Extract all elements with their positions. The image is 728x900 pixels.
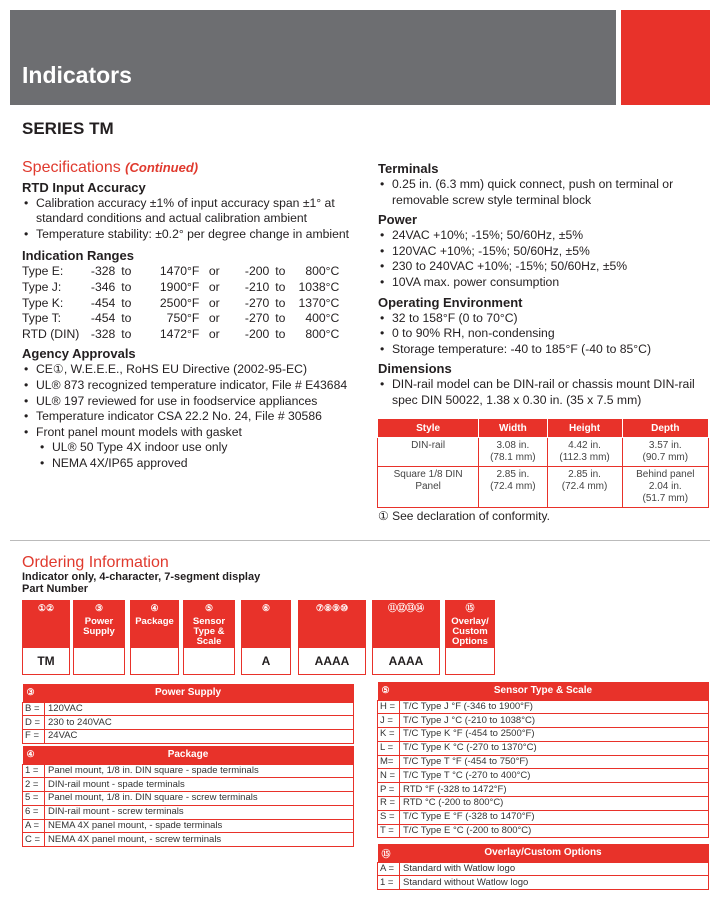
table-cell: -346 bbox=[90, 279, 116, 294]
option-description: Panel mount, 1/8 in. DIN square - spade terminals bbox=[45, 764, 354, 778]
table-cell: 400°C bbox=[305, 311, 340, 326]
table-header-cell: Style bbox=[378, 419, 479, 438]
part-number-position: ⑥ bbox=[261, 603, 271, 613]
part-number-position: ⑦⑧⑨⑩ bbox=[315, 603, 349, 613]
option-description: Standard without Watlow logo bbox=[400, 876, 709, 890]
env-list bbox=[378, 311, 708, 358]
table-row bbox=[378, 755, 709, 769]
option-description: 120VAC bbox=[45, 702, 354, 716]
list-item: • NEMA 4X/IP65 approved bbox=[22, 456, 352, 472]
part-number-box-value bbox=[184, 648, 234, 674]
part-number-box bbox=[445, 600, 495, 675]
table-header-cell bbox=[378, 682, 709, 700]
part-number-position: ③ bbox=[94, 603, 104, 613]
option-position: ③ bbox=[26, 687, 35, 697]
option-code: 1 = bbox=[378, 876, 400, 890]
table-cell: 2.85 in. (72.4 mm) bbox=[547, 467, 622, 508]
table-header-row bbox=[23, 684, 354, 702]
part-number-box bbox=[372, 600, 440, 675]
option-description: T/C Type J °C (-210 to 1038°C) bbox=[400, 714, 709, 728]
option-description: T/C Type T °F (-454 to 750°F) bbox=[400, 755, 709, 769]
option-code: M= bbox=[378, 755, 400, 769]
part-number-box-header bbox=[373, 601, 439, 648]
part-number-box-label: Sensor Type & Scale bbox=[192, 616, 226, 647]
option-code: D = bbox=[23, 716, 45, 730]
power-supply-table bbox=[22, 684, 354, 744]
part-number-position: ⑮ bbox=[465, 603, 475, 613]
part-number-position: ⑪⑫⑬⑭ bbox=[387, 603, 424, 613]
option-title: Power Supply bbox=[154, 687, 222, 699]
table-cell: to bbox=[275, 311, 286, 326]
part-number-box-label: Package bbox=[135, 616, 174, 627]
option-description: T/C Type E °F (-328 to 1470°F) bbox=[400, 810, 709, 824]
specs-right-column bbox=[378, 160, 708, 409]
option-description: Standard with Watlow logo bbox=[400, 862, 709, 876]
table-cell: to bbox=[121, 326, 132, 341]
table-cell: -328 bbox=[90, 326, 116, 341]
table-cell: to bbox=[275, 295, 286, 310]
option-code: N = bbox=[378, 769, 400, 783]
table-row bbox=[23, 778, 354, 792]
option-code: 6 = bbox=[23, 805, 45, 819]
table-header-cell: Height bbox=[547, 419, 622, 438]
package-table bbox=[22, 746, 354, 847]
table-cell: 750°F bbox=[166, 311, 200, 326]
dim-list bbox=[378, 377, 708, 408]
table-row bbox=[378, 467, 709, 508]
option-description: T/C Type E °C (-200 to 800°C) bbox=[400, 824, 709, 838]
table-row bbox=[22, 296, 339, 312]
option-code: K = bbox=[378, 728, 400, 742]
option-description: DIN-rail mount - screw terminals bbox=[45, 805, 354, 819]
table-cell: 1470°F bbox=[159, 264, 200, 279]
table-cell: 2500°F bbox=[159, 295, 200, 310]
power-title: Power bbox=[378, 212, 418, 228]
option-description: RTD °F (-328 to 1472°F) bbox=[400, 783, 709, 797]
table-cell: or bbox=[208, 326, 220, 341]
table-row bbox=[23, 730, 354, 744]
specs-heading bbox=[22, 160, 352, 176]
option-position: ⑮ bbox=[381, 849, 391, 859]
ordering-subtitle bbox=[22, 571, 260, 595]
table-header-cell: Depth bbox=[622, 419, 708, 438]
table-cell: to bbox=[121, 279, 132, 294]
option-code: S = bbox=[378, 810, 400, 824]
part-number-box-label: Overlay/ Custom Options bbox=[451, 616, 489, 647]
table-cell: Type J: bbox=[22, 279, 62, 294]
table-cell: -270 bbox=[244, 295, 270, 310]
part-number-box-header bbox=[299, 601, 365, 648]
table-cell: 4.42 in. (112.3 mm) bbox=[547, 438, 622, 467]
option-code: P = bbox=[378, 783, 400, 797]
header-banner bbox=[10, 10, 616, 105]
option-description: DIN-rail mount - spade terminals bbox=[45, 778, 354, 792]
part-number-box bbox=[22, 600, 70, 675]
table-cell: to bbox=[275, 279, 286, 294]
option-description: T/C Type K °C (-270 to 1370°C) bbox=[400, 741, 709, 755]
ranges-title: Indication Ranges bbox=[22, 248, 134, 264]
table-cell: or bbox=[208, 295, 220, 310]
table-cell: RTD (DIN) bbox=[22, 326, 80, 341]
option-description: Panel mount, 1/8 in. DIN square - screw terminals bbox=[45, 792, 354, 806]
table-cell: -200 bbox=[244, 264, 270, 279]
list-item: • Temperature stability: ±0.2° per degree change in ambient bbox=[22, 227, 352, 243]
sensor-table bbox=[377, 682, 709, 838]
table-cell: 3.08 in. (78.1 mm) bbox=[479, 438, 547, 467]
option-code: 5 = bbox=[23, 792, 45, 806]
table-cell: -270 bbox=[244, 311, 270, 326]
part-number-position: ⑤ bbox=[204, 603, 214, 613]
table-row bbox=[378, 438, 709, 467]
part-number-box bbox=[298, 600, 366, 675]
list-item: • 120VAC +10%; -15%; 50/60Hz, ±5% bbox=[378, 244, 708, 260]
table-cell: -210 bbox=[244, 279, 270, 294]
table-cell: -200 bbox=[244, 326, 270, 341]
part-number-position: ④ bbox=[150, 603, 159, 613]
table-row bbox=[378, 769, 709, 783]
option-code: A = bbox=[23, 819, 45, 833]
ordering-subtitle-text: Indicator only, 4-character, 7-segment display bbox=[22, 571, 261, 583]
table-cell: to bbox=[275, 264, 286, 279]
list-item: • Front panel mount models with gasket bbox=[22, 425, 352, 441]
part-number-box-value bbox=[131, 648, 178, 674]
agency-list bbox=[22, 362, 352, 471]
table-row bbox=[23, 792, 354, 806]
table-cell: to bbox=[121, 295, 132, 310]
table-row bbox=[378, 797, 709, 811]
option-code: 1 = bbox=[23, 764, 45, 778]
list-item: • 10VA max. power consumption bbox=[378, 275, 708, 291]
option-code: A = bbox=[378, 862, 400, 876]
option-title: Package bbox=[167, 749, 209, 761]
table-cell: Type K: bbox=[22, 295, 64, 310]
list-item: • UL® 197 reviewed for use in foodservice appliances bbox=[22, 394, 352, 410]
table-row bbox=[23, 764, 354, 778]
page-title: Indicators bbox=[22, 62, 132, 88]
power-list bbox=[378, 228, 708, 290]
option-description: NEMA 4X panel mount, - screw terminals bbox=[45, 833, 354, 847]
part-number-box bbox=[130, 600, 179, 675]
table-cell: 3.57 in. (90.7 mm) bbox=[622, 438, 708, 467]
rtd-title: RTD Input Accuracy bbox=[22, 179, 146, 195]
table-row bbox=[23, 702, 354, 716]
part-number-position: ①② bbox=[37, 603, 55, 613]
header-accent-block bbox=[621, 10, 710, 105]
part-number-box-value: AAAA bbox=[314, 654, 350, 668]
option-description: 24VAC bbox=[45, 730, 354, 744]
terminals-title: Terminals bbox=[378, 161, 439, 176]
part-number-box bbox=[183, 600, 235, 675]
option-position: ⑤ bbox=[381, 685, 390, 695]
table-cell: Type T: bbox=[22, 311, 62, 326]
option-code: L = bbox=[378, 741, 400, 755]
list-item: • 32 to 158°F (0 to 70°C) bbox=[378, 311, 708, 327]
table-row bbox=[378, 824, 709, 838]
table-header-cell bbox=[23, 684, 354, 702]
part-number-box-value: AAAA bbox=[388, 654, 424, 668]
part-number-box-header bbox=[446, 601, 494, 648]
table-cell: -328 bbox=[90, 264, 116, 279]
option-description: T/C Type K °F (-454 to 2500°F) bbox=[400, 728, 709, 742]
series-title: SERIES TM bbox=[22, 119, 114, 138]
table-cell: 1472°F bbox=[159, 326, 200, 341]
part-number-box-value bbox=[74, 648, 124, 674]
overlay-table bbox=[377, 844, 709, 890]
table-header-cell bbox=[23, 746, 354, 764]
table-cell: 2.85 in. (72.4 mm) bbox=[479, 467, 547, 508]
part-number-box-header bbox=[131, 601, 178, 648]
table-header-row bbox=[23, 746, 354, 764]
list-item: • DIN-rail model can be DIN-rail or chassis mount DIN-rail spec DIN 50022, 1.38 x 0.30 in. (35 x 7.5 mm) bbox=[378, 377, 708, 408]
dim-title: Dimensions bbox=[378, 361, 452, 377]
table-cell: or bbox=[208, 311, 220, 326]
table-cell: to bbox=[121, 264, 132, 279]
table-row bbox=[378, 700, 709, 714]
table-cell: 1038°C bbox=[298, 279, 340, 294]
option-description: T/C Type T °C (-270 to 400°C) bbox=[400, 769, 709, 783]
list-item: • Calibration accuracy ±1% of input accuracy span ±1° at standard conditions and actual calibration ambient bbox=[22, 196, 352, 227]
part-number-box bbox=[241, 600, 291, 675]
option-title: Overlay/Custom Options bbox=[484, 847, 602, 859]
list-item: • UL® 50 Type 4X indoor use only bbox=[22, 440, 352, 456]
divider bbox=[10, 540, 710, 541]
table-row bbox=[378, 810, 709, 824]
option-description: NEMA 4X panel mount, - spade terminals bbox=[45, 819, 354, 833]
table-row bbox=[378, 741, 709, 755]
part-number-box-header bbox=[74, 601, 124, 648]
table-cell: Square 1/8 DIN Panel bbox=[378, 467, 479, 508]
table-cell: DIN-rail bbox=[378, 438, 479, 467]
table-cell: or bbox=[208, 279, 220, 294]
table-row bbox=[23, 833, 354, 847]
table-row bbox=[23, 819, 354, 833]
list-item: • Temperature indicator CSA 22.2 No. 24, File # 30586 bbox=[22, 409, 352, 425]
table-row bbox=[22, 327, 339, 343]
part-number-box-label: Power Supply bbox=[83, 616, 115, 637]
table-row bbox=[23, 805, 354, 819]
option-position: ④ bbox=[26, 749, 35, 759]
table-header-cell: Width bbox=[479, 419, 547, 438]
ranges-table bbox=[22, 264, 339, 342]
option-code: H = bbox=[378, 700, 400, 714]
table-row bbox=[378, 876, 709, 890]
option-description: T/C Type J °F (-346 to 1900°F) bbox=[400, 700, 709, 714]
option-description: RTD °C (-200 to 800°C) bbox=[400, 797, 709, 811]
table-cell: 1900°F bbox=[159, 279, 200, 294]
table-cell: or bbox=[208, 264, 220, 279]
table-row bbox=[22, 264, 339, 280]
option-description: 230 to 240VAC bbox=[45, 716, 354, 730]
part-number-box-header bbox=[23, 601, 69, 648]
option-title: Sensor Type & Scale bbox=[493, 685, 593, 697]
table-cell: -454 bbox=[90, 295, 116, 310]
part-number-box-header bbox=[242, 601, 290, 648]
table-cell: -454 bbox=[90, 311, 116, 326]
part-number-box-value bbox=[446, 648, 494, 674]
part-number-box-value: A bbox=[261, 654, 271, 668]
specs-heading-text: Specifications bbox=[22, 159, 121, 176]
footnote: ① See declaration of conformity. bbox=[378, 509, 550, 523]
table-cell: to bbox=[275, 326, 286, 341]
option-code: T = bbox=[378, 824, 400, 838]
list-item: • 230 to 240VAC +10%; -15%; 50/60Hz, ±5% bbox=[378, 259, 708, 275]
table-row bbox=[378, 862, 709, 876]
terminals-list bbox=[378, 177, 708, 208]
table-row bbox=[22, 280, 339, 296]
option-code: B = bbox=[23, 702, 45, 716]
list-item: • CE①, W.E.E.E., RoHS EU Directive (2002-95-EC) bbox=[22, 362, 352, 378]
table-cell: 800°C bbox=[305, 264, 340, 279]
list-item: • 0 to 90% RH, non-condensing bbox=[378, 326, 708, 342]
table-header-row bbox=[378, 419, 709, 438]
env-title: Operating Environment bbox=[378, 294, 523, 310]
option-code: R = bbox=[378, 797, 400, 811]
table-cell: 1370°C bbox=[298, 295, 340, 310]
part-number-label: Part Number bbox=[22, 583, 89, 595]
table-row bbox=[378, 714, 709, 728]
option-code: 2 = bbox=[23, 778, 45, 792]
part-number-box-header bbox=[184, 601, 234, 648]
table-row bbox=[378, 728, 709, 742]
list-item: • 24VAC +10%; -15%; 50/60Hz, ±5% bbox=[378, 228, 708, 244]
table-cell: Behind panel 2.04 in. (51.7 mm) bbox=[622, 467, 708, 508]
table-row bbox=[22, 311, 339, 327]
dimensions-table bbox=[377, 418, 709, 508]
table-row bbox=[23, 716, 354, 730]
option-code: J = bbox=[378, 714, 400, 728]
table-header-row bbox=[378, 682, 709, 700]
table-cell: 800°C bbox=[305, 326, 340, 341]
rtd-list bbox=[22, 196, 352, 243]
table-cell: to bbox=[121, 311, 132, 326]
agency-title: Agency Approvals bbox=[22, 346, 136, 362]
specs-left-column bbox=[22, 160, 352, 472]
part-number-box-value: TM bbox=[37, 654, 55, 668]
table-row bbox=[378, 783, 709, 797]
table-cell: Type E: bbox=[22, 264, 64, 279]
option-code: F = bbox=[23, 730, 45, 744]
ordering-title: Ordering Information bbox=[22, 554, 169, 571]
table-header-cell bbox=[378, 844, 709, 862]
part-number-box bbox=[73, 600, 125, 675]
option-code: C = bbox=[23, 833, 45, 847]
table-header-row bbox=[378, 844, 709, 862]
specs-heading-continued: (Continued) bbox=[125, 160, 199, 175]
list-item: • Storage temperature: -40 to 185°F (-40 to 85°C) bbox=[378, 342, 708, 358]
list-item: • 0.25 in. (6.3 mm) quick connect, push on terminal or removable screw style terminal block bbox=[378, 177, 708, 208]
list-item: • UL® 873 recognized temperature indicator, File # E43684 bbox=[22, 378, 352, 394]
